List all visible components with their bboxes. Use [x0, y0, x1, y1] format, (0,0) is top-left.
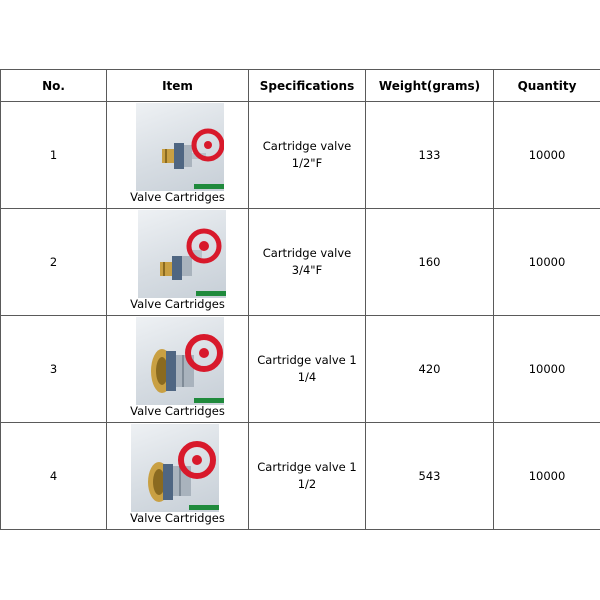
row-number: 4	[1, 423, 107, 530]
spec-text: Cartridge valve 3/4"F	[262, 246, 352, 277]
header-quantity: Quantity	[494, 70, 600, 102]
item-cell	[107, 316, 249, 423]
table-row	[1, 316, 600, 423]
spec-cell	[249, 209, 366, 316]
valve-cartridge-photo	[136, 317, 224, 405]
quantity-cell: 10000	[494, 102, 600, 209]
weight-cell: 160	[366, 209, 494, 316]
item-label: Valve Cartridges	[130, 190, 225, 204]
header-specifications: Specifications	[249, 70, 366, 102]
item-cell	[107, 102, 249, 209]
table-row	[1, 102, 600, 209]
spec-cell	[249, 423, 366, 530]
header-row	[1, 70, 600, 102]
spec-text: Cartridge valve 1 1/2	[257, 460, 357, 491]
specification-table	[0, 69, 600, 530]
item-cell	[107, 209, 249, 316]
item-cell	[107, 423, 249, 530]
spec-cell	[249, 102, 366, 209]
weight-cell: 543	[366, 423, 494, 530]
item-label: Valve Cartridges	[130, 404, 225, 418]
item-label: Valve Cartridges	[130, 297, 225, 311]
valve-cartridge-photo	[131, 424, 219, 512]
item-label: Valve Cartridges	[130, 511, 225, 525]
valve-cartridge-photo	[136, 103, 224, 191]
quantity-cell: 10000	[494, 316, 600, 423]
table-row	[1, 423, 600, 530]
weight-cell: 420	[366, 316, 494, 423]
quantity-cell: 10000	[494, 209, 600, 316]
quantity-cell: 10000	[494, 423, 600, 530]
row-number: 3	[1, 316, 107, 423]
header-weight: Weight(grams)	[366, 70, 494, 102]
weight-cell: 133	[366, 102, 494, 209]
header-item: Item	[107, 70, 249, 102]
spec-cell	[249, 316, 366, 423]
table-row	[1, 209, 600, 316]
spec-text: Cartridge valve 1/2"F	[262, 139, 352, 170]
row-number: 1	[1, 102, 107, 209]
row-number: 2	[1, 209, 107, 316]
header-no: No.	[1, 70, 107, 102]
valve-cartridge-photo	[138, 210, 226, 298]
spec-text: Cartridge valve 1 1/4	[257, 353, 357, 384]
